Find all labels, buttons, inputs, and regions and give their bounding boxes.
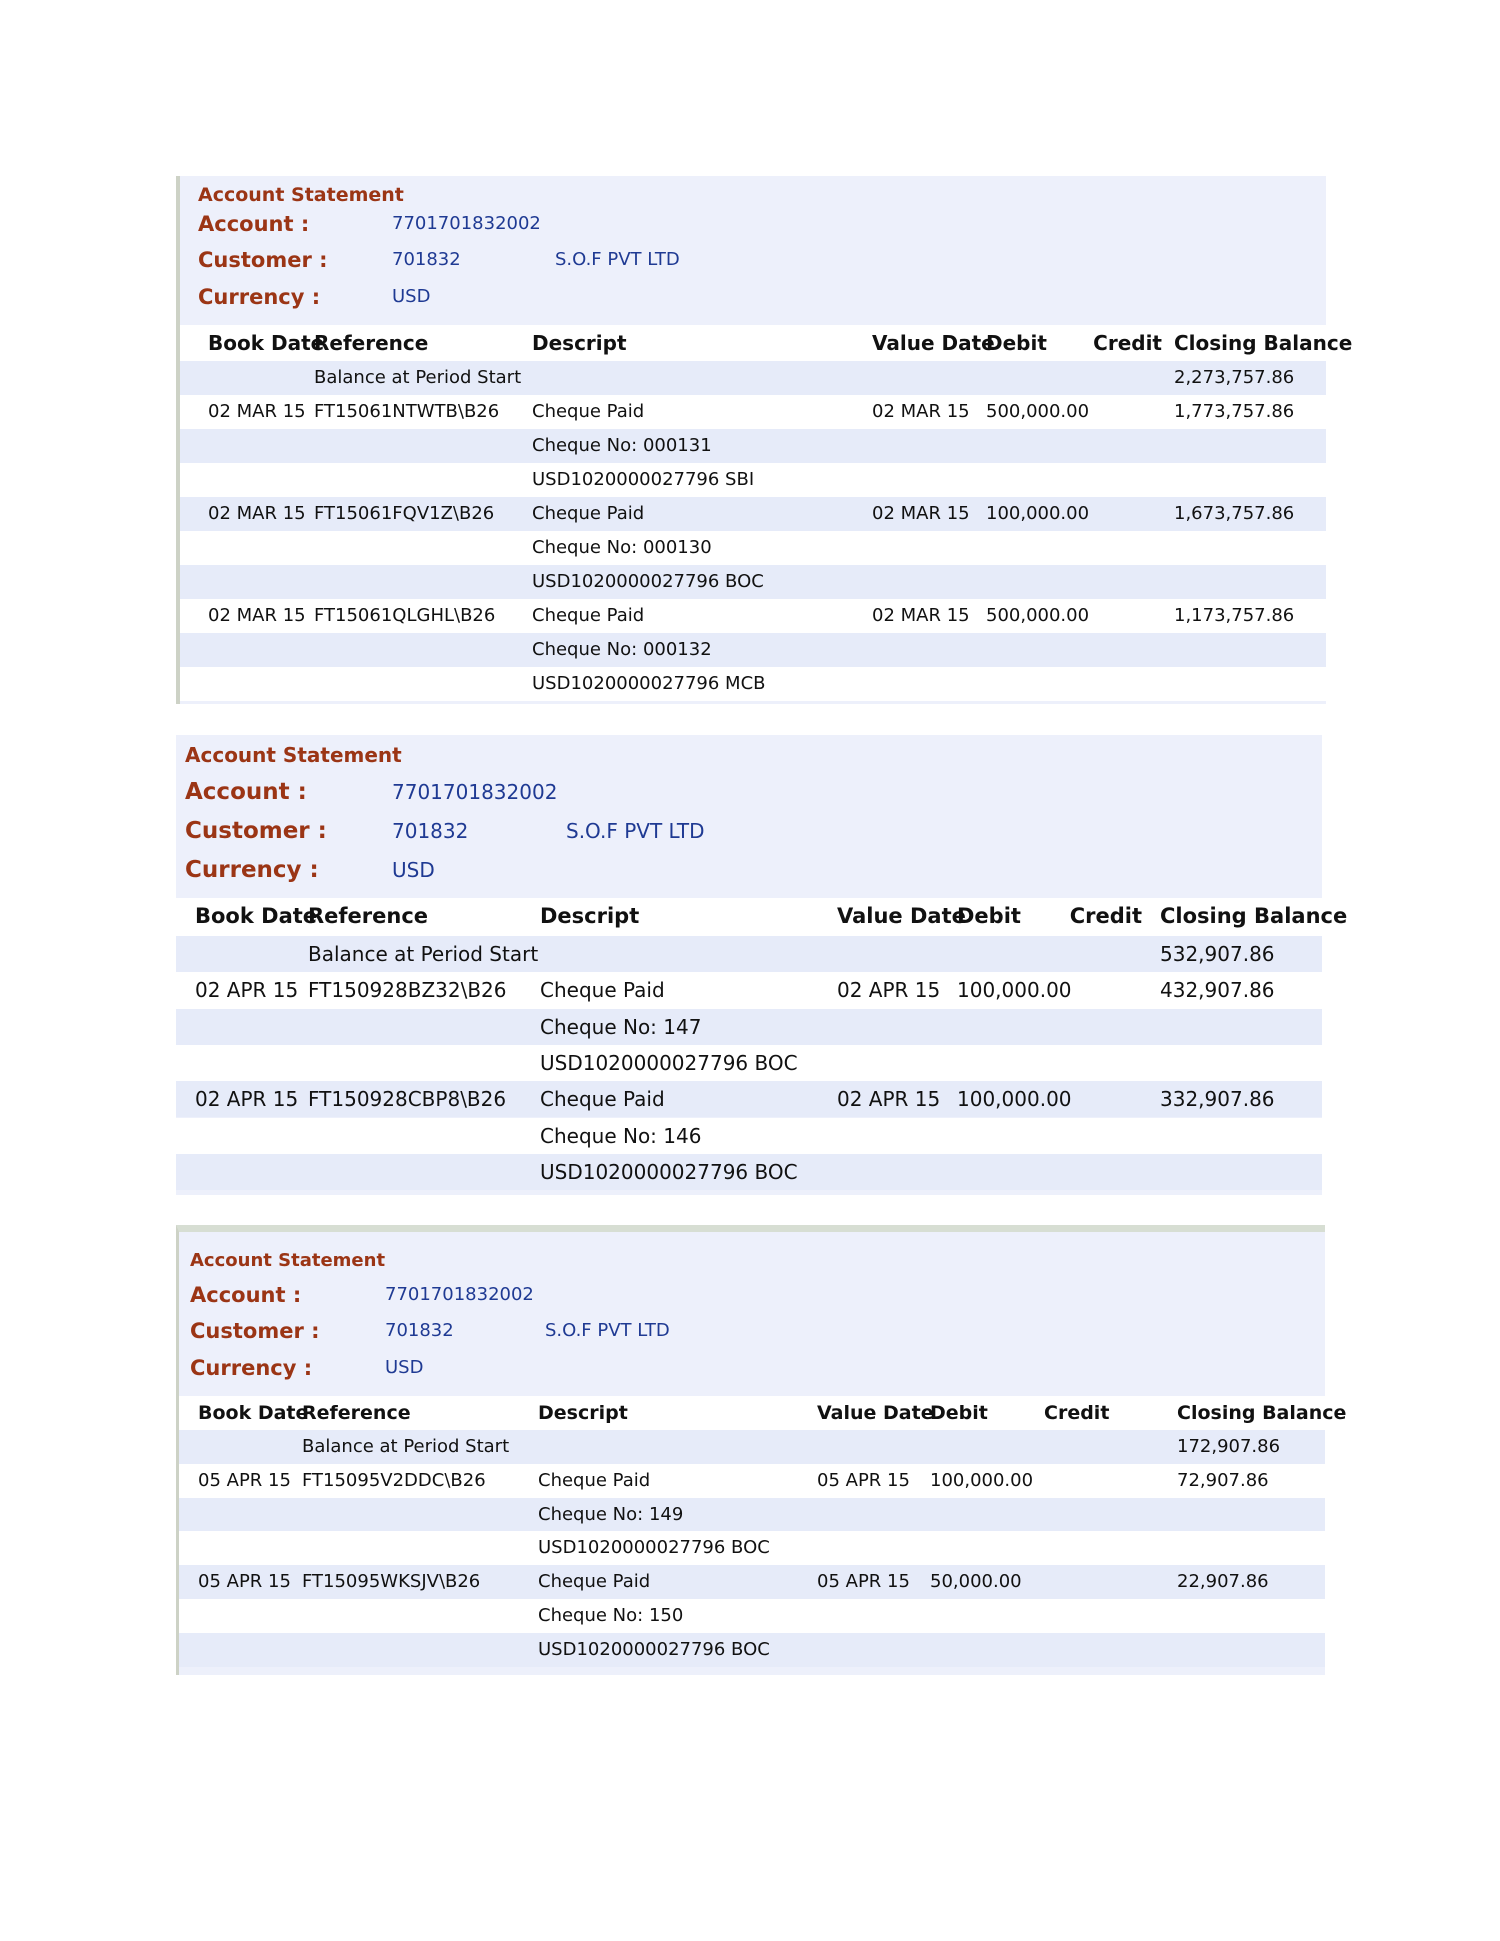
cell-descript: Cheque No: 000130	[532, 537, 712, 559]
column-header-descript: Descript	[538, 1401, 628, 1424]
table-row	[176, 1154, 1322, 1190]
customer-value: 701832	[392, 249, 461, 270]
cell-reference: FT15095V2DDC\B26	[302, 1469, 486, 1491]
cell-descript: Cheque No: 149	[538, 1503, 684, 1525]
table-row	[176, 936, 1322, 972]
column-header-credit: Credit	[1069, 904, 1142, 929]
currency-value: USD	[392, 858, 435, 882]
cell-descript: Cheque Paid	[540, 1087, 665, 1112]
table-row	[180, 361, 1326, 395]
cell-book-date: 02 MAR 15	[208, 503, 306, 525]
cell-value-date: 02 APR 15	[837, 1087, 941, 1112]
cell-reference: FT15061NTWTB\B26	[314, 401, 500, 423]
cell-descript: USD1020000027796 BOC	[532, 571, 764, 593]
cell-book-date: 02 APR 15	[195, 978, 299, 1003]
table-row	[180, 531, 1326, 565]
table-row	[180, 599, 1326, 633]
table-row	[180, 565, 1326, 599]
cell-descript: Cheque No: 150	[538, 1605, 684, 1627]
cell-reference: FT15061FQV1Z\B26	[314, 503, 495, 525]
cell-balance: 72,907.86	[1177, 1469, 1269, 1491]
cell-balance: 22,907.86	[1177, 1571, 1269, 1593]
cell-debit: 500,000.00	[986, 401, 1090, 423]
cell-descript: Cheque No: 000132	[532, 639, 712, 661]
customer-name: S.O.F PVT LTD	[566, 819, 705, 843]
column-header-reference: Reference	[314, 331, 429, 355]
column-header-debit: Debit	[986, 331, 1047, 355]
customer-label: Customer :	[185, 818, 327, 844]
table-row	[176, 1118, 1322, 1154]
column-header-book-date: Book Date	[198, 1401, 309, 1424]
customer-name: S.O.F PVT LTD	[545, 1320, 670, 1341]
currency-value: USD	[385, 1357, 424, 1378]
column-header-value-date: Value Date	[817, 1401, 934, 1424]
cell-book-date: 02 MAR 15	[208, 401, 306, 423]
cell-balance: 432,907.86	[1160, 978, 1275, 1003]
account-statement-2	[176, 735, 1348, 1195]
cell-balance: 1,173,757.86	[1174, 605, 1295, 627]
table-row	[176, 1045, 1322, 1081]
cell-reference: Balance at Period Start	[314, 367, 522, 389]
cell-value-date: 02 APR 15	[837, 978, 941, 1003]
cell-balance: 332,907.86	[1160, 1087, 1275, 1112]
column-header-closing-balance: Closing Balance	[1174, 331, 1353, 355]
cell-descript: Cheque Paid	[538, 1571, 651, 1593]
cell-reference: Balance at Period Start	[302, 1436, 510, 1458]
account-value: 7701701832002	[385, 1284, 534, 1305]
cell-book-date: 02 APR 15	[195, 1087, 299, 1112]
column-header-book-date: Book Date	[208, 331, 325, 355]
column-header-descript: Descript	[540, 904, 640, 929]
table-row	[179, 1565, 1325, 1599]
table-row	[179, 1430, 1325, 1464]
table-row	[176, 1081, 1322, 1117]
account-value: 7701701832002	[392, 213, 541, 234]
cell-reference: FT150928BZ32\B26	[308, 978, 507, 1003]
cell-reference: FT15095WKSJV\B26	[302, 1571, 481, 1593]
customer-label: Customer :	[190, 1319, 320, 1343]
cell-reference: FT15061QLGHL\B26	[314, 605, 496, 627]
account-statement-1	[176, 176, 1353, 704]
table-row	[179, 1633, 1325, 1667]
cell-balance: 2,273,757.86	[1174, 367, 1295, 389]
table-header	[180, 325, 1353, 361]
table-row	[180, 667, 1326, 701]
table-row	[180, 395, 1326, 429]
cell-descript: Cheque No: 146	[540, 1123, 702, 1148]
table-row	[180, 463, 1326, 497]
currency-label: Currency :	[190, 1356, 313, 1380]
column-header-reference: Reference	[302, 1401, 411, 1424]
statement-title: Account Statement	[185, 743, 402, 767]
cell-debit: 50,000.00	[930, 1571, 1022, 1593]
cell-balance: 1,673,757.86	[1174, 503, 1295, 525]
cell-descript: Cheque Paid	[540, 978, 665, 1003]
cell-descript: Cheque No: 147	[540, 1014, 702, 1039]
cell-value-date: 02 MAR 15	[872, 605, 970, 627]
table-row	[180, 497, 1326, 531]
table-row	[180, 633, 1326, 667]
cell-descript: USD1020000027796 BOC	[540, 1159, 798, 1184]
cell-descript: USD1020000027796 BOC	[540, 1051, 798, 1076]
currency-label: Currency :	[185, 857, 319, 883]
table-row	[179, 1464, 1325, 1498]
cell-value-date: 05 APR 15	[817, 1469, 910, 1491]
customer-value: 701832	[385, 1320, 454, 1341]
cell-descript: Cheque Paid	[532, 503, 645, 525]
cell-balance: 1,773,757.86	[1174, 401, 1295, 423]
table-row	[180, 429, 1326, 463]
cell-balance: 532,907.86	[1160, 942, 1275, 967]
column-header-credit: Credit	[1044, 1401, 1110, 1424]
column-header-debit: Debit	[930, 1401, 988, 1424]
cell-debit: 100,000.00	[930, 1469, 1034, 1491]
cell-reference: FT150928CBP8\B26	[308, 1087, 507, 1112]
cell-debit: 100,000.00	[957, 1087, 1072, 1112]
cell-descript: Cheque Paid	[532, 605, 645, 627]
cell-debit: 100,000.00	[986, 503, 1090, 525]
table-row	[179, 1599, 1325, 1633]
column-header-debit: Debit	[957, 904, 1021, 929]
cell-descript: USD1020000027796 SBI	[532, 469, 755, 491]
account-label: Account :	[190, 1283, 302, 1307]
table-row	[179, 1531, 1325, 1565]
column-header-closing-balance: Closing Balance	[1160, 904, 1348, 929]
statement-title: Account Statement	[198, 184, 404, 206]
account-statement-3	[176, 1225, 1347, 1675]
currency-value: USD	[392, 286, 431, 307]
column-header-descript: Descript	[532, 331, 627, 355]
table-header	[179, 1396, 1347, 1430]
cell-debit: 100,000.00	[957, 978, 1072, 1003]
account-value: 7701701832002	[392, 780, 558, 804]
cell-value-date: 02 MAR 15	[872, 503, 970, 525]
table-row	[176, 972, 1322, 1008]
statement-title: Account Statement	[190, 1250, 386, 1271]
table-row	[179, 1498, 1325, 1532]
column-header-value-date: Value Date	[837, 904, 966, 929]
column-header-credit: Credit	[1093, 331, 1162, 355]
cell-reference: Balance at Period Start	[308, 942, 539, 967]
cell-debit: 500,000.00	[986, 605, 1090, 627]
cell-descript: Cheque No: 000131	[532, 435, 712, 457]
table-row	[176, 1009, 1322, 1045]
cell-descript: USD1020000027796 MCB	[532, 673, 766, 695]
cell-descript: USD1020000027796 BOC	[538, 1537, 770, 1559]
customer-value: 701832	[392, 819, 469, 843]
column-header-closing-balance: Closing Balance	[1177, 1401, 1347, 1424]
column-header-value-date: Value Date	[872, 331, 995, 355]
cell-descript: Cheque Paid	[538, 1469, 651, 1491]
cell-book-date: 05 APR 15	[198, 1571, 291, 1593]
cell-value-date: 02 MAR 15	[872, 401, 970, 423]
account-label: Account :	[198, 212, 310, 236]
column-header-book-date: Book Date	[195, 904, 318, 929]
cell-descript: Cheque Paid	[532, 401, 645, 423]
table-header	[176, 898, 1348, 936]
customer-label: Customer :	[198, 248, 328, 272]
customer-name: S.O.F PVT LTD	[555, 249, 680, 270]
account-label: Account :	[185, 779, 307, 805]
cell-balance: 172,907.86	[1177, 1436, 1281, 1458]
cell-descript: USD1020000027796 BOC	[538, 1638, 770, 1660]
cell-value-date: 05 APR 15	[817, 1571, 910, 1593]
cell-book-date: 05 APR 15	[198, 1469, 291, 1491]
cell-book-date: 02 MAR 15	[208, 605, 306, 627]
column-header-reference: Reference	[308, 904, 429, 929]
currency-label: Currency :	[198, 285, 321, 309]
